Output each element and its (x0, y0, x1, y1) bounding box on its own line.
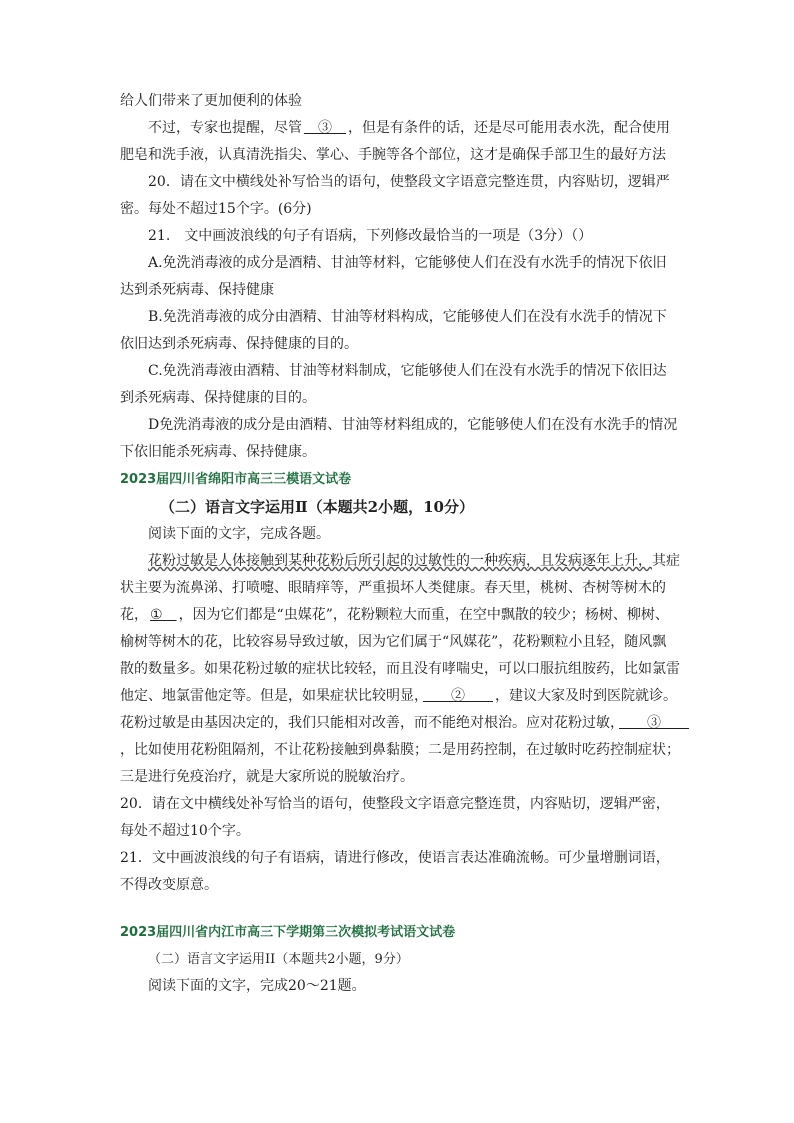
text-span: ，比如使用花粉阻隔剂，不让花粉接触到鼻黏膜；二是用药控制，在过敏时吃药控制症状；三是进行免疫治疗，就是大家所说的脱敏治疗。 (120, 742, 680, 785)
answer-blank-2: ② (423, 688, 493, 704)
section-heading: （二）语言文字运用II（本题共2小题，9分） (148, 952, 409, 967)
text-span: ，因为它们都是“虫媒花”，花粉颗粒大而重，在空中飘散的较少；杨树、柳树、榆树等树木的花，比较容易导致过敏，因为它们属于“风媒花”，花粉颗粒小且轻，随风飘散的数量多。如果花粉过敏的症状比较轻，而且没有哮喘史，可以口服抗组胺药，比如氯雷他定、地氯雷他定等。但是，如果症状比较明显， (120, 607, 680, 704)
text-span: ，但是有条件的话，还是尽可能用表水洗，配合使用肥皂和洗手液，认真清洗指尖、掌心、手腕等各个部位，这才是确保手部卫生的最好方法 (120, 120, 670, 163)
wavy-underlined-sentence: 花粉过敏是人体接触到某种花粉后所引起的过敏性的一种疾病，且发病逐年上升， (148, 553, 652, 569)
passage-paragraph (120, 548, 689, 791)
text-span: ，建议大家及时到医院就诊。花粉过敏是由基因决定的，我们只能相对改善，而不能绝对根治。应对花粉过敏， (120, 688, 677, 731)
exam-source-title: 2023届四川省绵阳市高三三模语文试卷 (120, 472, 352, 487)
exam-source-title: 2023届四川省内江市高三下学期第三次模拟考试语文试卷 (120, 925, 456, 940)
document-content (120, 88, 689, 1000)
answer-blank-3: ③ (619, 715, 689, 731)
question-20: 20．请在文中横线处补写恰当的语句，使整段文字语意完整连贯，内容贴切，逻辑严密。每处不超过15个字。(6分) (120, 174, 670, 217)
instruction: 阅读下面的文字，完成各题。 (148, 526, 330, 542)
option-c: C.免洗消毒液由酒精、甘油等材料制成，它能够使人们在没有水洗手的情况下依旧达到杀死病毒、保持健康的目的。 (120, 363, 667, 406)
section-heading: （二）语言文字运用Ⅱ（本题共2小题，10分） (160, 498, 474, 516)
answer-blank-1: ① (150, 607, 177, 623)
question-21: 21. 文中画波浪线的句子有语病，下列修改最恰当的一项是（3分）（） (148, 228, 593, 244)
option-d: D免洗消毒液的成分是由酒精、甘油等材料组成的，它能够使人们在没有水洗手的情况下依旧能杀死病毒、保持健康。 (120, 417, 678, 460)
option-b: B.免洗消毒液的成分由酒精、甘油等材料构成，它能够使人们在没有水洗手的情况下依旧达到杀死病毒、保持健康的目的。 (120, 309, 667, 352)
paragraph (120, 115, 680, 169)
text-span: 其症状主要为流鼻涕、打喷嚏、眼睛痒等，严重损坏人类健康。春天里，桃树、杏树等树木的花， (120, 553, 680, 623)
question-20: 20．请在文中横线处补写恰当的语句，使整段文字语意完整连贯，内容贴切，逻辑严密，每处不超过10个字。 (120, 796, 670, 839)
answer-blank-3: ③ (304, 120, 346, 136)
text-span: 不过，专家也提醒，尽管 (148, 120, 302, 136)
option-a: A.免洗消毒液的成分是酒精、甘油等材料，它能够使人们在没有水洗手的情况下依旧达到杀死病毒、保持健康 (120, 255, 667, 298)
question-21: 21．文中画波浪线的句子有语病，请进行修改，使语言表达准确流畅。可少量增删词语，不得改变原意。 (120, 850, 670, 893)
instruction: 阅读下面的文字，完成20～21题。 (148, 978, 366, 994)
text-line: 给人们带来了更加便利的体验 (120, 93, 302, 109)
spacer (120, 899, 680, 919)
